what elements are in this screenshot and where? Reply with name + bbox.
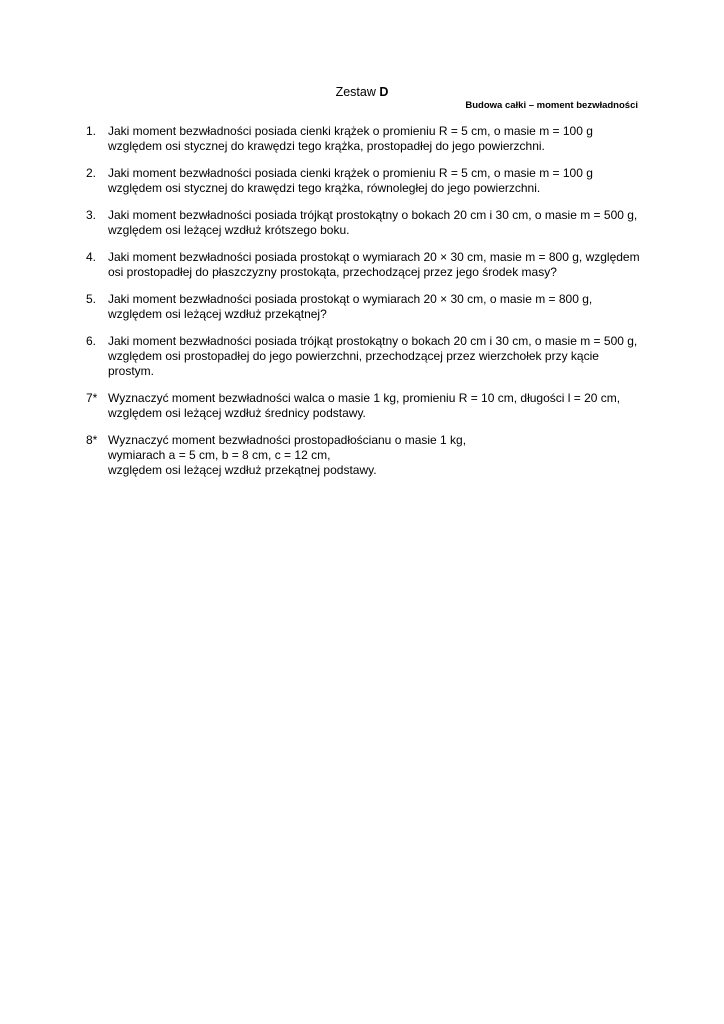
problem-number: 8* [86,433,98,447]
problem-number: 1. [86,124,97,138]
problem-number: 7* [86,391,98,405]
problem-text: Jaki moment bezwładności posiada trójkąt prostokątny o bokach 20 cm i 30 cm, o masie m = 500 g, względem osi prostopadłej do jego powierzchni, przechodzącej przez wierzchołek przy kącie prostym. [108,334,638,378]
page-subtitle: Budowa całki – moment bezwładności [465,100,638,111]
problem-number: 2. [86,166,97,180]
title-set-letter: D [379,85,389,99]
problem-item [86,433,656,478]
problem-item [86,250,656,280]
problem-item [86,208,656,238]
page-title [0,84,724,100]
problem-item [86,391,656,421]
problem-text: Jaki moment bezwładności posiada cienki krążek o promieniu R = 5 cm, o masie m = 100 g względem osi stycznej do krawędzi tego krążka, prostopadłej do jego powierzchni. [108,124,593,153]
problem-number: 4. [86,250,97,264]
problem-number: 6. [86,334,97,348]
problem-text: Jaki moment bezwładności posiada prostokąt o wymiarach 20 × 30 cm, o masie m = 800 g, względem osi leżącej wzdłuż przekątnej? [108,292,593,321]
problem-number: 5. [86,292,97,306]
problem-list [86,124,656,490]
problem-text: Wyznaczyć moment bezwładności prostopadłościanu o masie 1 kg, wymiarach a = 5 cm, b = 8 cm, c = 12 cm, względem osi leżącej wzdłuż przekątnej podstawy. [108,433,467,477]
title-prefix: Zestaw [335,85,380,99]
problem-item [86,334,656,379]
problem-text: Jaki moment bezwładności posiada prostokąt o wymiarach 20 × 30 cm, masie m = 800 g, względem osi prostopadłej do płaszczyzny prostokąta, przechodzącej przez jego środek masy? [108,250,640,279]
problem-item [86,292,656,322]
problem-text: Jaki moment bezwładności posiada trójkąt prostokątny o bokach 20 cm i 30 cm, o masie m = 500 g, względem osi leżącej wzdłuż krótszego boku. [108,208,638,237]
problem-text: Wyznaczyć moment bezwładności walca o masie 1 kg, promieniu R = 10 cm, długości l = 20 cm, względem osi leżącej wzdłuż średnicy podstawy. [108,391,621,420]
problem-text: Jaki moment bezwładności posiada cienki krążek o promieniu R = 5 cm, o masie m = 100 g względem osi stycznej do krawędzi tego krążka, równoległej do jego powierzchni. [108,166,593,195]
problem-number: 3. [86,208,97,222]
problem-item [86,166,656,196]
problem-item [86,124,656,154]
